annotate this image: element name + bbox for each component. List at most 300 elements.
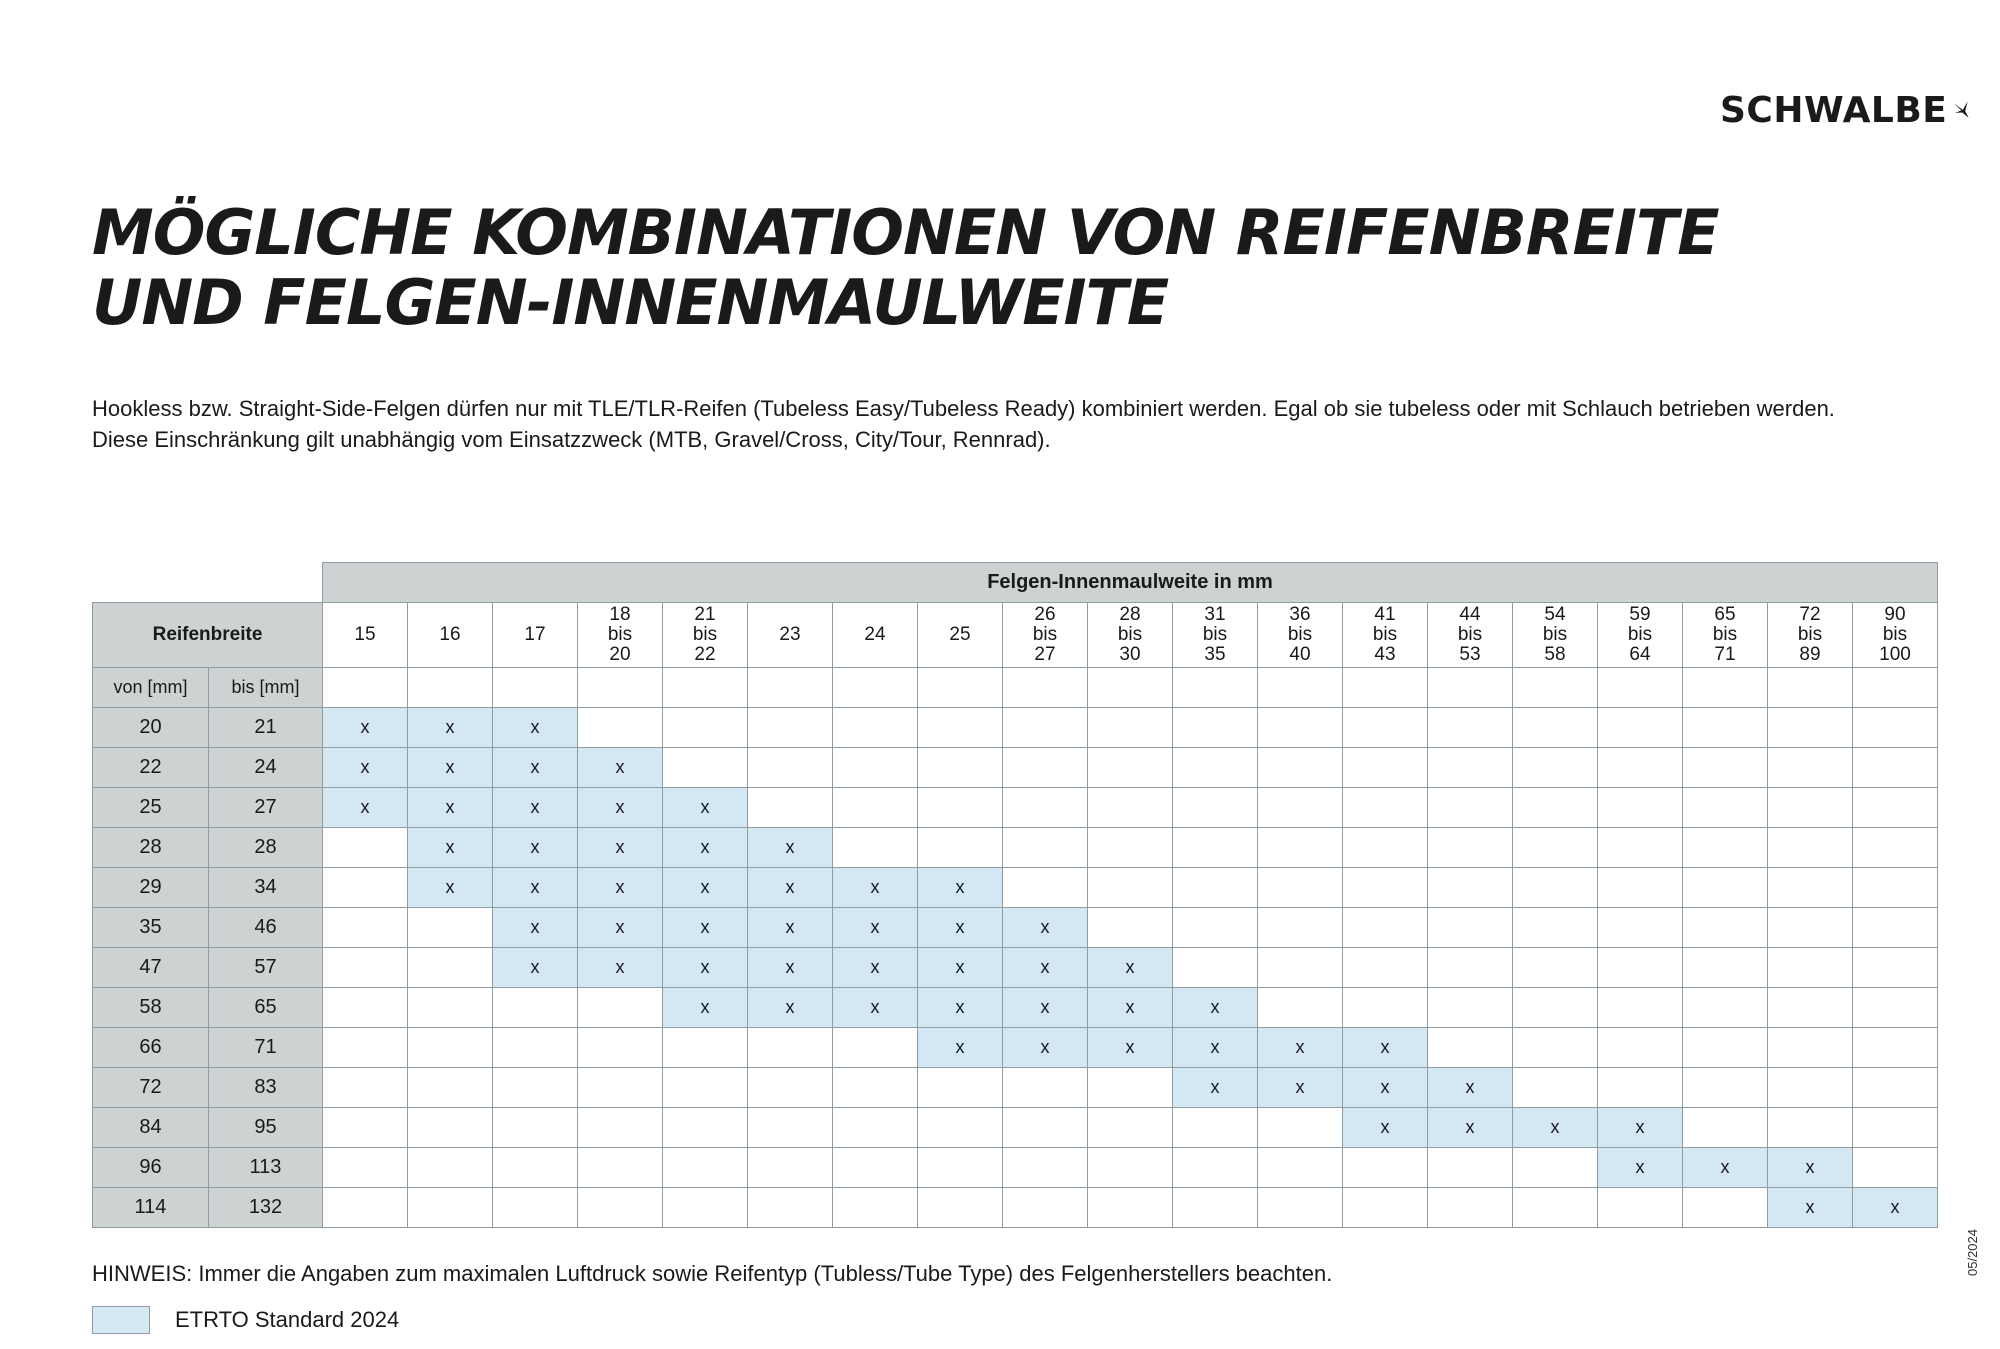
- rim-column-header: [323, 603, 408, 668]
- empty-cell: [1853, 1148, 1938, 1188]
- empty-cell: [1853, 828, 1938, 868]
- rim-column-label: 100: [1879, 644, 1911, 665]
- tire-width-to: 113: [209, 1148, 323, 1188]
- rim-column-label: 16: [439, 624, 461, 645]
- rim-column-label: 20: [609, 644, 631, 665]
- rim-column-label: 28: [1119, 604, 1141, 625]
- compatible-cell: x: [1683, 1148, 1768, 1188]
- empty-cell: [1768, 1028, 1853, 1068]
- rim-column-label: bis: [1542, 624, 1568, 645]
- compatible-cell: x: [1173, 1028, 1258, 1068]
- empty-cell: [1428, 1148, 1513, 1188]
- empty-cell: [578, 1028, 663, 1068]
- table-row: [93, 948, 1938, 988]
- empty-cell: [1853, 908, 1938, 948]
- compatible-cell: x: [408, 788, 493, 828]
- empty-cell: [578, 1108, 663, 1148]
- compatible-cell: x: [1768, 1188, 1853, 1228]
- rim-column-header: [1853, 603, 1938, 668]
- unit-row-blank: [323, 668, 408, 708]
- legend-label: ETRTO Standard 2024: [175, 1307, 400, 1332]
- empty-cell: [323, 1108, 408, 1148]
- empty-cell: [663, 1108, 748, 1148]
- empty-cell: [1428, 988, 1513, 1028]
- empty-cell: [1173, 868, 1258, 908]
- rim-column-header: [1513, 603, 1598, 668]
- empty-cell: [408, 1188, 493, 1228]
- rim-column-label: bis: [1202, 624, 1228, 645]
- compatible-cell: x: [323, 708, 408, 748]
- rim-column-label: 30: [1119, 644, 1141, 665]
- empty-cell: [408, 1108, 493, 1148]
- unit-row-blank: [1598, 668, 1683, 708]
- unit-row-blank: [578, 668, 663, 708]
- compatible-cell: x: [493, 708, 578, 748]
- rim-column-label: 36: [1289, 604, 1311, 625]
- table-row: [93, 908, 1938, 948]
- empty-cell: [1343, 828, 1428, 868]
- compatible-cell: x: [493, 828, 578, 868]
- rim-column-label: 26: [1034, 604, 1056, 625]
- empty-cell: [1343, 748, 1428, 788]
- tire-width-to: 24: [209, 748, 323, 788]
- unit-row-blank: [1088, 668, 1173, 708]
- rim-column-label: bis: [692, 624, 718, 645]
- rim-column-header: [408, 603, 493, 668]
- rim-column-label: bis: [1117, 624, 1143, 645]
- empty-cell: [1598, 868, 1683, 908]
- compatible-cell: x: [1598, 1148, 1683, 1188]
- table-row: [93, 748, 1938, 788]
- empty-cell: [1173, 828, 1258, 868]
- table-row: [93, 1148, 1938, 1188]
- rim-column-label: 25: [949, 624, 971, 645]
- empty-cell: [833, 1188, 918, 1228]
- empty-cell: [918, 788, 1003, 828]
- tire-width-from: 20: [93, 708, 209, 748]
- rim-column-label: 40: [1289, 644, 1311, 665]
- rim-column-header: [1173, 603, 1258, 668]
- unit-row-blank: [493, 668, 578, 708]
- rim-column-label: bis: [1797, 624, 1823, 645]
- compatible-cell: x: [578, 908, 663, 948]
- rim-column-label: 27: [1034, 644, 1056, 665]
- rim-column-label: 17: [524, 624, 546, 645]
- unit-row-blank: [833, 668, 918, 708]
- empty-cell: [1683, 828, 1768, 868]
- compatible-cell: x: [748, 908, 833, 948]
- tire-width-to: 57: [209, 948, 323, 988]
- rim-column-label: 89: [1799, 644, 1821, 665]
- empty-cell: [1428, 948, 1513, 988]
- table-body: [93, 708, 1938, 1228]
- empty-cell: [1428, 868, 1513, 908]
- empty-cell: [1343, 948, 1428, 988]
- empty-cell: [663, 1028, 748, 1068]
- empty-cell: [833, 1148, 918, 1188]
- empty-cell: [1088, 828, 1173, 868]
- rim-column-header: [833, 603, 918, 668]
- rim-column-header: [493, 603, 578, 668]
- empty-cell: [1428, 1188, 1513, 1228]
- swallow-icon: [1953, 90, 1970, 130]
- compatible-cell: x: [493, 748, 578, 788]
- compatible-cell: x: [1258, 1068, 1343, 1108]
- compatible-cell: x: [663, 908, 748, 948]
- compatible-cell: x: [833, 908, 918, 948]
- compatible-cell: x: [578, 748, 663, 788]
- rim-column-header: [748, 603, 833, 668]
- compatible-cell: x: [663, 868, 748, 908]
- compatible-cell: x: [1088, 988, 1173, 1028]
- empty-cell: [1343, 908, 1428, 948]
- empty-cell: [1258, 748, 1343, 788]
- compatible-cell: x: [663, 828, 748, 868]
- brand-logo: [1720, 88, 1970, 132]
- empty-cell: [748, 1188, 833, 1228]
- rim-column-label: 24: [864, 624, 886, 645]
- empty-cell: [1258, 1108, 1343, 1148]
- empty-cell: [663, 708, 748, 748]
- empty-cell: [1683, 788, 1768, 828]
- table-row: [93, 708, 1938, 748]
- empty-cell: [1003, 1108, 1088, 1148]
- compatible-cell: x: [1003, 988, 1088, 1028]
- empty-cell: [833, 1068, 918, 1108]
- rim-column-label: 72: [1799, 604, 1821, 625]
- rim-column-label: 22: [694, 644, 716, 665]
- empty-cell: [323, 868, 408, 908]
- rim-column-header: [1003, 603, 1088, 668]
- empty-cell: [323, 828, 408, 868]
- empty-cell: [323, 1028, 408, 1068]
- empty-cell: [1003, 788, 1088, 828]
- unit-row-blank: [1003, 668, 1088, 708]
- empty-cell: [1258, 788, 1343, 828]
- compatible-cell: x: [1428, 1068, 1513, 1108]
- unit-row-blank: [1258, 668, 1343, 708]
- compatible-cell: x: [748, 828, 833, 868]
- empty-cell: [578, 988, 663, 1028]
- rim-column-label: 64: [1629, 644, 1651, 665]
- empty-cell: [1513, 908, 1598, 948]
- compatible-cell: x: [578, 948, 663, 988]
- empty-cell: [1003, 1068, 1088, 1108]
- empty-cell: [1513, 868, 1598, 908]
- legend-swatch: [92, 1306, 150, 1334]
- tire-width-from: 58: [93, 988, 209, 1028]
- compatible-cell: x: [493, 868, 578, 908]
- tire-width-to: 28: [209, 828, 323, 868]
- empty-cell: [918, 708, 1003, 748]
- empty-cell: [1003, 748, 1088, 788]
- empty-cell: [1683, 868, 1768, 908]
- rim-column-label: 18: [609, 604, 631, 625]
- compatible-cell: x: [918, 908, 1003, 948]
- empty-cell: [1258, 908, 1343, 948]
- empty-cell: [1598, 788, 1683, 828]
- tire-width-to: 21: [209, 708, 323, 748]
- empty-cell: [493, 1148, 578, 1188]
- compatible-cell: x: [663, 788, 748, 828]
- empty-cell: [1513, 828, 1598, 868]
- table-row: [93, 1108, 1938, 1148]
- empty-cell: [1428, 708, 1513, 748]
- compatible-cell: x: [663, 948, 748, 988]
- empty-cell: [1768, 788, 1853, 828]
- empty-cell: [1598, 908, 1683, 948]
- empty-cell: [1258, 1148, 1343, 1188]
- unit-row-blank: [663, 668, 748, 708]
- compatible-cell: x: [1173, 988, 1258, 1028]
- tire-width-from: 96: [93, 1148, 209, 1188]
- tire-width-to: 34: [209, 868, 323, 908]
- unit-bis: bis [mm]: [209, 668, 323, 708]
- empty-cell: [1598, 1068, 1683, 1108]
- empty-cell: [1343, 988, 1428, 1028]
- empty-cell: [748, 708, 833, 748]
- empty-cell: [1003, 868, 1088, 908]
- rim-column-label: 71: [1714, 644, 1736, 665]
- empty-cell: [1683, 708, 1768, 748]
- empty-cell: [1683, 1108, 1768, 1148]
- compatible-cell: x: [748, 948, 833, 988]
- compatible-cell: x: [323, 748, 408, 788]
- empty-cell: [1768, 828, 1853, 868]
- tire-width-from: 66: [93, 1028, 209, 1068]
- empty-cell: [1513, 1068, 1598, 1108]
- empty-cell: [1258, 1188, 1343, 1228]
- empty-cell: [1088, 788, 1173, 828]
- table-row: [93, 1068, 1938, 1108]
- compatible-cell: x: [1853, 1188, 1938, 1228]
- empty-cell: [1768, 708, 1853, 748]
- empty-cell: [1258, 948, 1343, 988]
- date-code-text: 05/2024: [1965, 1229, 1980, 1276]
- empty-cell: [1768, 1108, 1853, 1148]
- intro-line-2: Diese Einschränkung gilt unabhängig vom Einsatzzweck (MTB, Gravel/Cross, City/Tour, Rennrad).: [92, 427, 1051, 452]
- empty-cell: [578, 708, 663, 748]
- rim-column-label: 43: [1374, 644, 1396, 665]
- rim-width-header: Felgen-Innenmaulweite in mm: [323, 563, 1938, 603]
- rim-column-label: 15: [354, 624, 376, 645]
- tire-width-to: 27: [209, 788, 323, 828]
- empty-cell: [1173, 1148, 1258, 1188]
- rim-column-label: bis: [1712, 624, 1738, 645]
- rim-column-header: [1428, 603, 1513, 668]
- tire-width-from: 84: [93, 1108, 209, 1148]
- empty-cell: [1343, 788, 1428, 828]
- rim-column-header: [1683, 603, 1768, 668]
- table-row: [93, 1028, 1938, 1068]
- rim-column-label: 58: [1544, 644, 1566, 665]
- compatible-cell: x: [1343, 1108, 1428, 1148]
- empty-cell: [1343, 1148, 1428, 1188]
- note-text: HINWEIS: Immer die Angaben zum maximalen Luftdruck sowie Reifentyp (Tubless/Tube Type) des Felgenherstellers beachten.: [92, 1261, 1333, 1286]
- empty-cell: [663, 1148, 748, 1188]
- empty-cell: [1343, 1188, 1428, 1228]
- tire-width-to: 83: [209, 1068, 323, 1108]
- tire-width-to: 65: [209, 988, 323, 1028]
- compatible-cell: x: [408, 748, 493, 788]
- empty-cell: [833, 748, 918, 788]
- compatible-cell: x: [1088, 948, 1173, 988]
- rim-column-label: 90: [1884, 604, 1906, 625]
- title-line-2: UND FELGEN-INNENMAULWEITE: [92, 266, 1169, 339]
- empty-cell: [1003, 828, 1088, 868]
- tire-width-from: 22: [93, 748, 209, 788]
- compatible-cell: x: [918, 868, 1003, 908]
- empty-cell: [1768, 1068, 1853, 1108]
- empty-cell: [493, 1108, 578, 1148]
- empty-cell: [1598, 748, 1683, 788]
- empty-cell: [1853, 1108, 1938, 1148]
- empty-cell: [1088, 908, 1173, 948]
- compatible-cell: x: [1598, 1108, 1683, 1148]
- compatible-cell: x: [1003, 908, 1088, 948]
- empty-cell: [1173, 788, 1258, 828]
- empty-cell: [1598, 1188, 1683, 1228]
- empty-cell: [1258, 708, 1343, 748]
- empty-cell: [1343, 868, 1428, 908]
- tire-width-from: 114: [93, 1188, 209, 1228]
- empty-cell: [493, 1068, 578, 1108]
- unit-row-blank: [1173, 668, 1258, 708]
- unit-row-blank: [1853, 668, 1938, 708]
- title-line-1: MÖGLICHE KOMBINATIONEN VON REIFENBREITE: [92, 196, 1719, 269]
- empty-cell: [663, 748, 748, 788]
- table-row: [93, 828, 1938, 868]
- compatible-cell: x: [493, 948, 578, 988]
- unit-row: [93, 668, 1938, 708]
- empty-cell: [918, 1108, 1003, 1148]
- compatible-cell: x: [408, 828, 493, 868]
- empty-cell: [1088, 1108, 1173, 1148]
- empty-cell: [323, 988, 408, 1028]
- table-corner: [93, 563, 323, 603]
- unit-row-blank: [918, 668, 1003, 708]
- unit-row-blank: [1768, 668, 1853, 708]
- empty-cell: [1258, 828, 1343, 868]
- empty-cell: [1683, 948, 1768, 988]
- rim-column-header: [663, 603, 748, 668]
- legend: [92, 1306, 399, 1334]
- empty-cell: [1768, 948, 1853, 988]
- unit-row-blank: [1683, 668, 1768, 708]
- empty-cell: [1853, 988, 1938, 1028]
- rim-column-label: bis: [607, 624, 633, 645]
- compatible-cell: x: [493, 908, 578, 948]
- empty-cell: [1853, 1028, 1938, 1068]
- empty-cell: [1513, 788, 1598, 828]
- empty-cell: [748, 1068, 833, 1108]
- compatible-cell: x: [833, 988, 918, 1028]
- rim-column-label: 59: [1629, 604, 1651, 625]
- empty-cell: [1088, 1068, 1173, 1108]
- empty-cell: [833, 828, 918, 868]
- empty-cell: [493, 988, 578, 1028]
- empty-cell: [1513, 988, 1598, 1028]
- intro-text: [92, 393, 1972, 455]
- rim-column-label: 21: [694, 604, 716, 625]
- empty-cell: [1173, 708, 1258, 748]
- empty-cell: [408, 908, 493, 948]
- empty-cell: [748, 788, 833, 828]
- compatible-cell: x: [918, 1028, 1003, 1068]
- empty-cell: [663, 1068, 748, 1108]
- empty-cell: [1173, 908, 1258, 948]
- empty-cell: [918, 1148, 1003, 1188]
- tire-width-from: 47: [93, 948, 209, 988]
- rim-column-header: [1598, 603, 1683, 668]
- empty-cell: [1683, 988, 1768, 1028]
- empty-cell: [323, 1068, 408, 1108]
- empty-cell: [1683, 748, 1768, 788]
- compatible-cell: x: [748, 868, 833, 908]
- empty-cell: [1853, 868, 1938, 908]
- compatible-cell: x: [833, 948, 918, 988]
- compatible-cell: x: [918, 948, 1003, 988]
- empty-cell: [1513, 1148, 1598, 1188]
- empty-cell: [1173, 1188, 1258, 1228]
- empty-cell: [323, 948, 408, 988]
- empty-cell: [1853, 788, 1938, 828]
- empty-cell: [1853, 708, 1938, 748]
- compatible-cell: x: [1428, 1108, 1513, 1148]
- rim-column-label: bis: [1627, 624, 1653, 645]
- empty-cell: [1173, 948, 1258, 988]
- empty-cell: [748, 1108, 833, 1148]
- intro-line-1: Hookless bzw. Straight-Side-Felgen dürfen nur mit TLE/TLR-Reifen (Tubeless Easy/Tubeless Ready) kombiniert werden. Egal ob sie tubeless oder mit Schlauch betrieben werden.: [92, 396, 1835, 421]
- compatible-cell: x: [578, 788, 663, 828]
- tire-width-to: 95: [209, 1108, 323, 1148]
- empty-cell: [918, 1068, 1003, 1108]
- column-header-row: [93, 603, 1938, 668]
- empty-cell: [1003, 1148, 1088, 1188]
- compatible-cell: x: [1768, 1148, 1853, 1188]
- empty-cell: [1513, 748, 1598, 788]
- tire-width-from: 72: [93, 1068, 209, 1108]
- tire-width-from: 28: [93, 828, 209, 868]
- empty-cell: [833, 1108, 918, 1148]
- rim-column-label: 65: [1714, 604, 1736, 625]
- compatible-cell: x: [748, 988, 833, 1028]
- empty-cell: [663, 1188, 748, 1228]
- unit-row-blank: [1428, 668, 1513, 708]
- unit-row-blank: [1343, 668, 1428, 708]
- compatible-cell: x: [1173, 1068, 1258, 1108]
- compatible-cell: x: [578, 828, 663, 868]
- rim-column-header: [1768, 603, 1853, 668]
- empty-cell: [1428, 748, 1513, 788]
- empty-cell: [323, 1188, 408, 1228]
- rim-column-label: bis: [1457, 624, 1483, 645]
- table-row: [93, 868, 1938, 908]
- empty-cell: [1683, 1188, 1768, 1228]
- compatible-cell: x: [1088, 1028, 1173, 1068]
- rim-column-header: [918, 603, 1003, 668]
- table-row: [93, 788, 1938, 828]
- empty-cell: [1598, 828, 1683, 868]
- empty-cell: [748, 1028, 833, 1068]
- tire-width-to: 132: [209, 1188, 323, 1228]
- compatible-cell: x: [1513, 1108, 1598, 1148]
- empty-cell: [1598, 708, 1683, 748]
- empty-cell: [1428, 788, 1513, 828]
- empty-cell: [408, 988, 493, 1028]
- rim-column-label: 44: [1459, 604, 1481, 625]
- empty-cell: [408, 948, 493, 988]
